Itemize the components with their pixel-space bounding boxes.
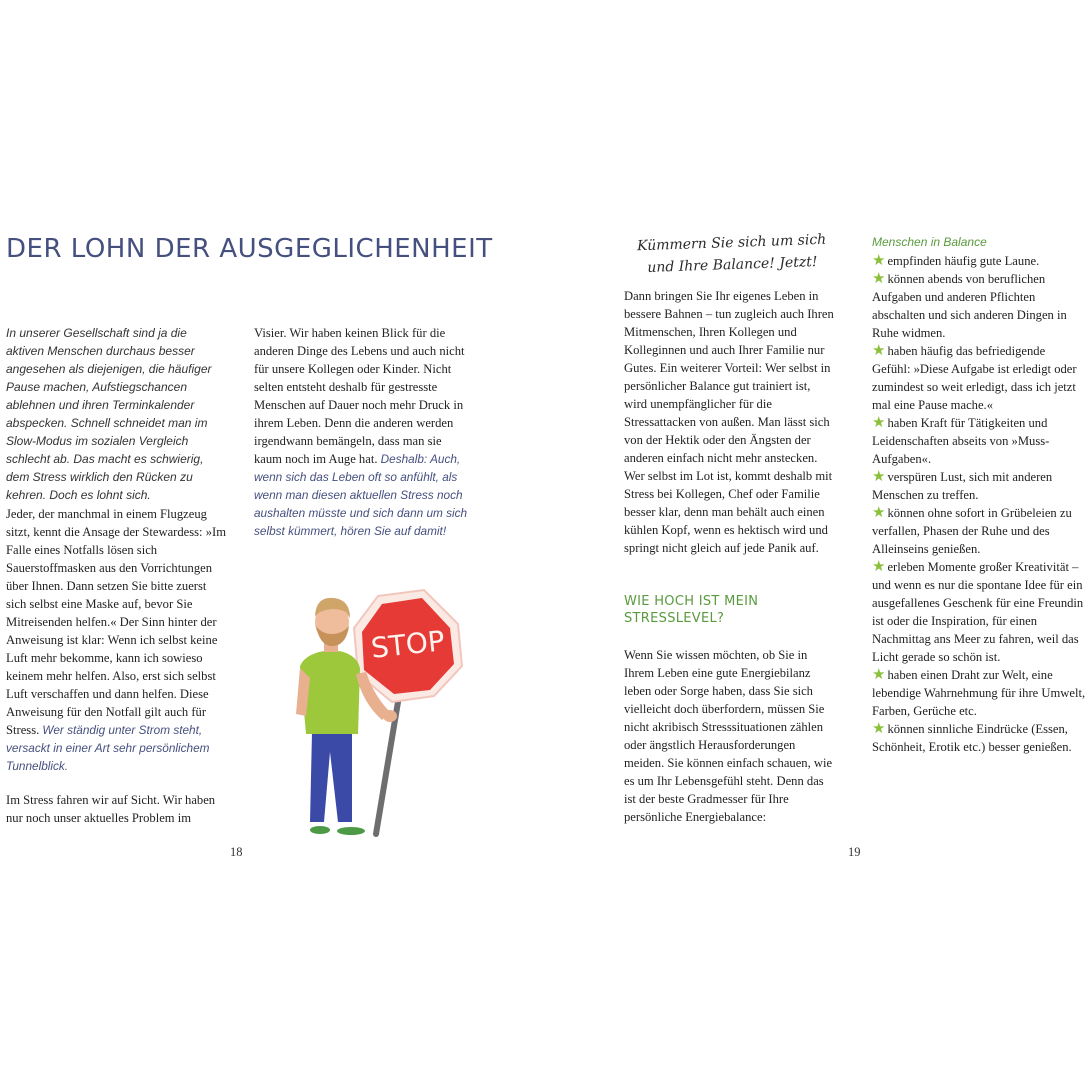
body-paragraph-1 [6, 505, 228, 775]
body-column-2 [254, 324, 470, 540]
section-subheading: WIE HOCH IST MEIN STRESSLEVEL? [624, 594, 759, 626]
star-icon: ★ [872, 415, 886, 431]
page-number-left: 18 [230, 845, 243, 859]
body-paragraph-2: Im Stress fahren wir auf Sicht. Wir haben nur noch unser aktuelles Problem im [6, 793, 216, 825]
quote-line-1: Kümmern Sie sich um sich [636, 231, 827, 255]
stop-sign-text: STOP [369, 624, 447, 665]
star-icon: ★ [872, 343, 886, 359]
list-item: ★ haben häufig das befriedigende Gefühl: »Diese Aufgabe ist erledigt oder zumindest so weit erledigt, dass ich jetzt mal eine Pause mache.« [872, 343, 1077, 412]
star-icon: ★ [872, 505, 886, 521]
man-with-stop-sign-illustration [296, 582, 468, 842]
list-title: Menschen in Balance [872, 235, 987, 249]
star-icon: ★ [872, 271, 886, 287]
star-icon: ★ [872, 469, 886, 485]
list-item: ★ können abends von beruflichen Aufgaben und anderen Pflichten abschalten und sich anderen Dingen in Ruhe widmen. [872, 271, 1067, 340]
paragraph-text: Visier. Wir haben keinen Blick für die anderen Dinge des Lebens und auch nicht für unsere Kollegen oder Kinder. Nicht selten entsteht deshalb für gestresste Menschen auf Dauer noch mehr Druck in ihrem Leben. Denn die anderen werden irgendwann bemängeln, dass man sie kaum noch im Auge hat. [254, 326, 465, 466]
balance-list [872, 252, 1086, 756]
list-item: ★ erleben Momente großer Kreativität – und wenn es nur die spontane Idee für ein ausgefallenes Geschenk für eine Freundin ist oder die Inspiration, für einen Nachmittag ans Meer zu fahren, weil das Licht gerade so schön ist. [872, 559, 1084, 664]
page-title: DER LOHN DER AUSGEGLICHENHEIT [6, 234, 493, 264]
highlight-text: Wer ständig unter Strom steht, versackt in einer Art sehr persönlichem Tunnelblick. [6, 723, 210, 773]
list-item: ★ empfinden häufig gute Laune. [872, 253, 1040, 269]
star-icon: ★ [872, 559, 886, 575]
body-paragraph-4: Wenn Sie wissen möchten, ob Sie in Ihrem Leben eine gute Energiebilanz leben oder Sorge haben, dass Sie sich vielleicht doch überfordern, müssen Sie nicht akribisch Stresssituationen zählen oder ängstlich Herausforderungen meiden. Sie können einfach schauen, wie es um Ihr Lebensgefühl steht. Denn das ist der beste Gradmesser für Ihre persönliche Energiebalance: [624, 648, 833, 824]
paragraph-text: Jeder, der manchmal in einem Flugzeug sitzt, kennt die Ansage der Stewardess: »Im Falle eines Notfalls lösen sich Sauerstoffmasken aus den Vorrichtungen über Ihnen. Dann setzen Sie bitte zuerst sich selbst eine Maske auf, bevor Sie Mitreisenden helfen.« Der Sinn hinter der Anweisung ist klar: Wenn ich selbst keine Luft mehr bekomme, kann ich sowieso keinem mehr helfen. Also, erst sich selbst Luft verschaffen und dann helfen. Diese Anweisung für den Notfall gilt auch für Stress. [6, 507, 226, 737]
list-item: ★ haben einen Draht zur Welt, eine lebendige Wahrnehmung für ihre Umwelt, Farben, Gerüche etc. [872, 667, 1086, 718]
highlight-text: Deshalb: Auch, wenn sich das Leben oft so anfühlt, als wenn man diesen aktuellen Stress noch aushalten müsste und sich dann um sich selbst kümmert, hören Sie auf damit! [254, 452, 468, 538]
handwritten-quote [623, 228, 840, 280]
list-item: ★ können sinnliche Eindrücke (Essen, Schönheit, Erotik etc.) besser genießen. [872, 721, 1072, 754]
quote-line-2: und Ihre Balance! Jetzt! [647, 254, 818, 276]
intro-text: In unserer Gesellschaft sind ja die aktiven Menschen durchaus besser angesehen als diejenigen, die häufiger Pause machen, Aufstiegschancen ablehnen und ihren Terminkalender abspecken. Schnell schneidet man im Slow-Modus im sozialen Vergleich schlecht ab. Das macht es schwierig, dem Stress wirklich den Rücken zu kehren. Doch es lohnt sich. [6, 326, 212, 502]
list-item: ★ können ohne sofort in Grübeleien zu verfallen, Phasen der Ruhe und des Alleinseins genießen. [872, 505, 1072, 556]
star-icon: ★ [872, 667, 886, 683]
body-paragraph-3: Dann bringen Sie Ihr eigenes Leben in bessere Bahnen – tun zugleich auch Ihren Mitmenschen, Ihren Kollegen und Kolleginnen und auch Ihrer Familie nur Gutes. Ein weiterer Vorteil: Wer selbst in persönlicher Balance gut trainiert ist, wird unempfänglicher für die Stressattacken von außen. Man lässt sich von der Hektik oder den Ängsten der anderen einfach nicht mehr anstecken. Wer selbst im Lot ist, kommt deshalb mit Stress bei Kollegen, Chef oder Familie besser klar, denn man behält auch einen kühlen Kopf, wenn es hektisch wird und springt nicht gleich auf jede Panik auf. [624, 289, 834, 555]
page-number-right: 19 [848, 845, 861, 859]
star-icon: ★ [872, 253, 886, 269]
list-item: ★ verspüren Lust, sich mit anderen Menschen zu treffen. [872, 469, 1053, 502]
list-item: ★ haben Kraft für Tätigkeiten und Leidenschaften abseits von »Muss-Aufgaben«. [872, 415, 1050, 466]
star-icon: ★ [872, 721, 886, 737]
